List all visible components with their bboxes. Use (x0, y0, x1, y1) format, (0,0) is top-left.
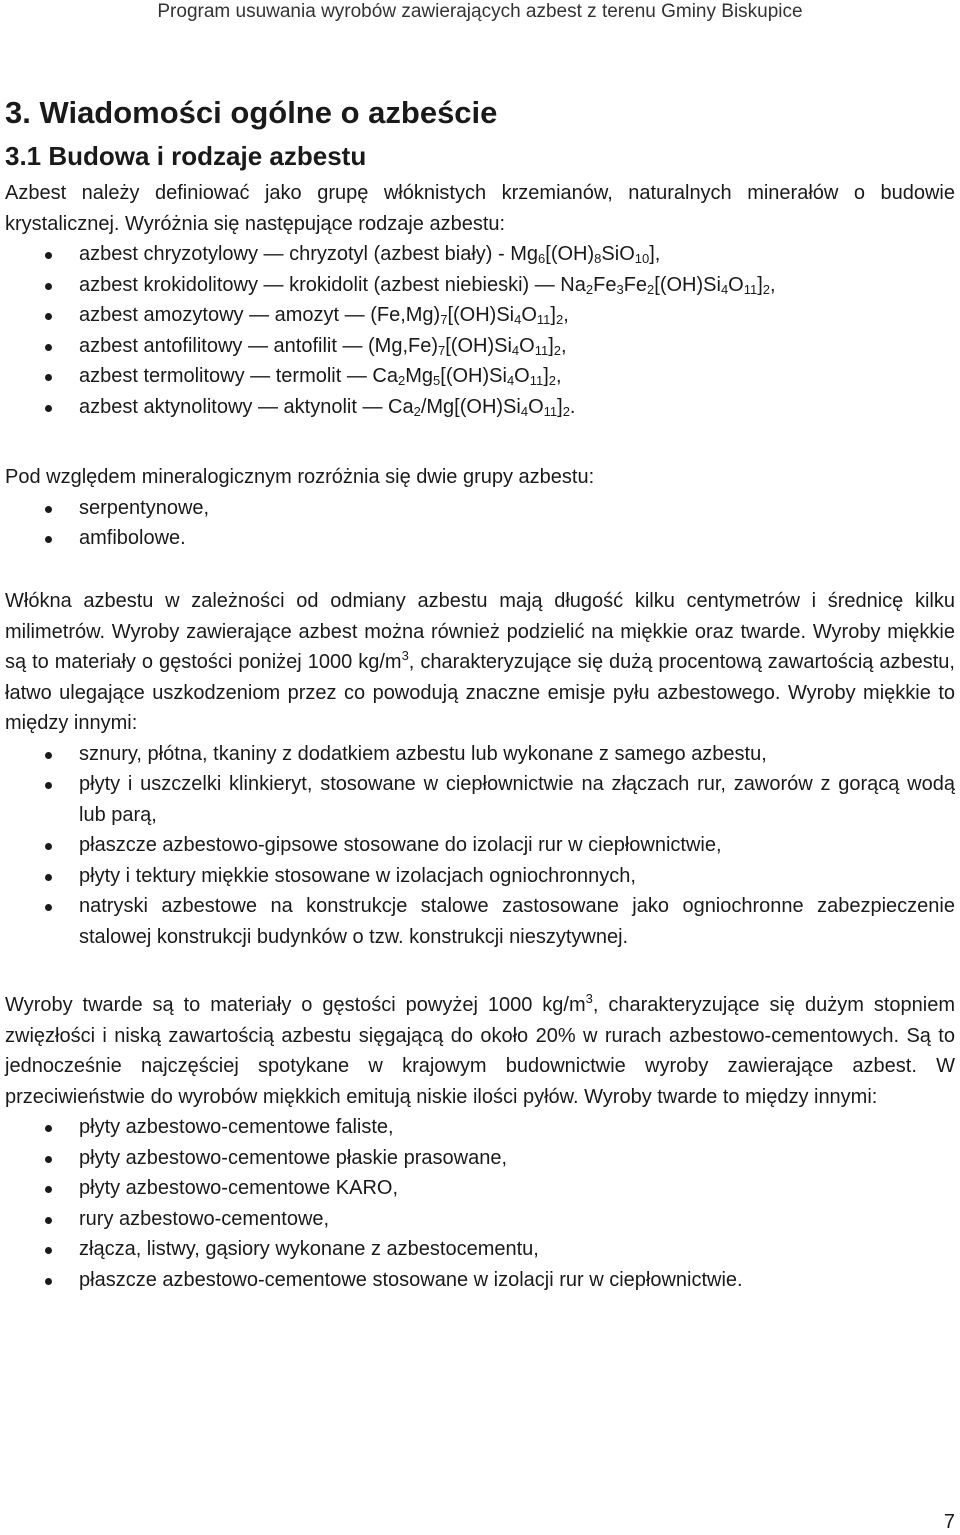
asbestos-type-name: azbest krokidolitowy — krokidolit (azbest niebieski) — (79, 273, 561, 296)
soft-product-item (5, 739, 955, 770)
formula-subscript: 6 (538, 251, 546, 266)
formula-part: ] (550, 304, 556, 326)
formula-subscript: 5 (433, 373, 441, 388)
section-title: 3. Wiadomości ogólne o azbeście (5, 95, 498, 130)
formula-subscript: 10 (634, 251, 650, 266)
bullet-icon (45, 1278, 52, 1285)
soft-product-item (5, 891, 955, 952)
formula-subscript: 2 (398, 373, 406, 388)
list-punctuation: , (654, 243, 661, 265)
hard-products-list (5, 1112, 955, 1295)
soft-product-item (5, 769, 955, 830)
chemical-formula (388, 396, 570, 418)
asbestos-type-name: azbest amozytowy — amozyt — (79, 304, 371, 326)
formula-subscript: 2 (553, 342, 562, 358)
formula-part: [(OH)Si (447, 304, 515, 326)
hard-product-item (5, 1143, 955, 1174)
hard-text-2: , charakteryzujące się dużym stopniem zwięzłości i niską zawartością azbestu sięgającą do około 20% w rurach azbestowo-cementowych. Są to jednocześnie najczęściej spotykane w krajowym budownictwie wyroby zawierające azbest. W przeciwieństwie do wyrobów miękkich emitują niskie ilości pyłów. Wyroby twarde to między innymi: (5, 994, 955, 1108)
formula-subscript: 4 (514, 312, 522, 327)
asbestos-type-item (5, 361, 955, 392)
groups-list (5, 493, 955, 554)
formula-part: [(OH)Si (440, 365, 507, 387)
formula-subscript: 2 (548, 373, 557, 388)
chemical-formula (368, 335, 561, 357)
formula-subscript: 11 (543, 403, 558, 419)
asbestos-type-item (5, 392, 955, 423)
subsection-title: 3.1 Budowa i rodzaje azbestu (5, 141, 367, 171)
hard-product-item-text: płyty azbestowo-cementowe faliste, (79, 1116, 394, 1138)
formula-subscript: 7 (438, 342, 446, 358)
list-punctuation: , (563, 304, 569, 326)
formula-subscript: 3 (616, 281, 624, 297)
formula-subscript: 2 (762, 281, 771, 297)
bullet-icon (45, 1186, 52, 1193)
asbestos-type-item (5, 270, 955, 301)
list-punctuation: , (561, 334, 567, 357)
formula-part: Mg (510, 243, 539, 265)
formula-part: O (521, 304, 537, 326)
fibers-paragraph (5, 586, 955, 739)
groups-intro: Pod względem mineralogicznym rozróżnia się dwie grupy azbestu: (5, 466, 595, 488)
bullet-icon (45, 1217, 52, 1224)
hard-product-item (5, 1234, 955, 1265)
group-item (5, 523, 955, 554)
formula-part: O (728, 273, 744, 296)
formula-subscript: 2 (413, 403, 421, 419)
formula-subscript: 4 (520, 403, 529, 419)
hard-block (5, 990, 955, 1295)
formula-subscript: 2 (555, 312, 564, 327)
fibers-text-2: , charakteryzujące się dużą procentową zawartością azbestu, łatwo ulegające uszkodzeniom przez co powodują znaczne emisje pyłu azbestowego. Wyroby miękkie to między innymi: (5, 651, 955, 734)
fibers-unit-exponent: 3 (401, 648, 409, 663)
bullet-icon (45, 1125, 52, 1132)
bullet-icon (45, 843, 52, 850)
hard-product-item-text: płyty azbestowo-cementowe KARO, (79, 1177, 399, 1199)
formula-part: /Mg[(OH)Si (420, 395, 521, 418)
soft-product-item-text: płyty i uszczelki klinkieryt, stosowane w ciepłownictwie na złączach rur, zaworów z gorącą wodą lub parą, (79, 773, 955, 826)
soft-product-item-text: płyty i tektury miękkie stosowane w izolacjach ogniochronnych, (79, 864, 636, 887)
bullet-icon (45, 904, 52, 911)
formula-subscript: 7 (440, 312, 448, 327)
hard-product-item (5, 1204, 955, 1235)
formula-part: ] (548, 334, 554, 357)
formula-part: ] (757, 273, 763, 296)
formula-part: O (514, 365, 530, 387)
asbestos-type-name: azbest termolitowy — termolit — (79, 365, 373, 387)
formula-part: (Mg,Fe) (368, 334, 439, 357)
formula-part: O (519, 334, 535, 357)
bullet-icon (45, 405, 52, 412)
hard-product-item (5, 1265, 955, 1296)
formula-subscript: 11 (536, 312, 551, 327)
formula-part: (Fe,Mg) (370, 304, 441, 326)
formula-subscript: 2 (585, 281, 594, 297)
asbestos-type-item (5, 239, 955, 270)
hard-unit-exponent: 3 (585, 991, 593, 1006)
formula-part: Ca (388, 395, 414, 418)
asbestos-type-item (5, 331, 955, 362)
bullet-icon (45, 252, 52, 259)
bullet-icon (45, 374, 52, 381)
formula-subscript: 4 (720, 281, 729, 297)
bullet-icon (45, 536, 52, 543)
fibers-text-1: Włókna azbestu w zależności od odmiany azbestu mają długość kilku centymetrów i średnicę kilku milimetrów. Wyroby zawierające azbest można również podzielić na miękkie oraz twarde. Wyroby miękkie są to materiały o gęstości poniżej 1000 kg/m (5, 590, 955, 673)
formula-part: [(OH)Si (445, 334, 512, 357)
hard-product-item (5, 1173, 955, 1204)
asbestos-type-item (5, 300, 955, 331)
formula-part: Na (560, 273, 586, 296)
formula-part: [(OH) (545, 243, 595, 265)
formula-subscript: 11 (534, 342, 549, 358)
groups-block (5, 462, 955, 554)
intro-paragraph: Azbest należy definiować jako grupę włóknistych krzemianów, naturalnych minerałów o budowie krystalicznej. Wyróżnia się następujące rodzaje azbestu: (5, 182, 955, 235)
list-punctuation: . (569, 395, 576, 418)
bullet-icon (45, 283, 52, 290)
hard-text-1: Wyroby twarde są to materiały o gęstości powyżej 1000 kg/m (5, 994, 586, 1016)
intro-block (5, 178, 955, 422)
soft-products-list (5, 739, 955, 953)
formula-subscript: 11 (529, 373, 544, 388)
formula-subscript: 8 (594, 251, 602, 266)
asbestos-type-name: azbest aktynolitowy — aktynolit — (79, 395, 389, 418)
asbestos-types-list (5, 239, 955, 422)
formula-subscript: 2 (647, 281, 655, 297)
bullet-icon (45, 344, 52, 351)
page-number: 7 (943, 1511, 955, 1533)
hard-product-item-text: płaszcze azbestowo-cementowe stosowane w izolacji rur w ciepłownictwie. (79, 1268, 743, 1291)
bullet-icon (45, 874, 52, 881)
formula-part: ] (557, 395, 563, 418)
fibers-block (5, 586, 955, 952)
hard-product-item-text: złącza, listwy, gąsiory wykonane z azbestocementu, (79, 1238, 539, 1260)
soft-product-item-text: płaszcze azbestowo-gipsowe stosowane do izolacji rur w ciepłownictwie, (79, 834, 722, 856)
page-header: Program usuwania wyrobów zawierających azbest z terenu Gminy Biskupice (157, 1, 803, 22)
soft-product-item (5, 861, 955, 892)
soft-product-item (5, 830, 955, 861)
formula-part: ] (543, 365, 549, 387)
bullet-icon (45, 1156, 52, 1163)
formula-subscript: 2 (562, 403, 570, 419)
chemical-formula (370, 304, 563, 326)
formula-part: Mg (405, 365, 434, 387)
formula-part: Fe (623, 273, 648, 296)
hard-paragraph (5, 990, 955, 1112)
list-punctuation: , (556, 365, 562, 387)
formula-part: ] (649, 243, 655, 265)
bullet-icon (45, 313, 52, 320)
soft-product-item-text: sznury, płótna, tkaniny z dodatkiem azbestu lub wykonane z samego azbestu, (79, 742, 767, 765)
formula-part: O (528, 395, 544, 418)
asbestos-type-name: azbest chryzotylowy — chryzotyl (azbest biały) - (79, 243, 511, 265)
bullet-icon (45, 782, 52, 789)
formula-subscript: 11 (743, 281, 758, 297)
chemical-formula (560, 274, 770, 296)
asbestos-type-name: azbest antofilitowy — antofilit — (79, 334, 369, 357)
formula-part: Ca (372, 365, 398, 387)
formula-part: SiO (601, 243, 635, 265)
chemical-formula (510, 243, 655, 265)
hard-product-item-text: płyty azbestowo-cementowe płaskie prasowane, (79, 1146, 507, 1169)
hard-product-item (5, 1112, 955, 1143)
chemical-formula (372, 365, 556, 387)
list-punctuation: , (770, 273, 776, 296)
formula-part: [(OH)Si (654, 273, 721, 296)
formula-part: Fe (593, 273, 617, 296)
formula-subscript: 4 (506, 373, 515, 388)
group-item-text: amfibolowe. (79, 527, 186, 549)
soft-product-item-text: natryski azbestowe na konstrukcje stalowe zastosowane jako ogniochronne zabezpieczenie stalowej konstrukcji budynków o tzw. konstrukcji nieszytywnej. (79, 895, 955, 948)
group-item-text: serpentynowe, (79, 496, 210, 519)
formula-subscript: 4 (511, 342, 520, 358)
bullet-icon (45, 506, 52, 513)
group-item (5, 493, 955, 524)
hard-product-item-text: rury azbestowo-cementowe, (79, 1207, 330, 1230)
bullet-icon (45, 752, 52, 759)
bullet-icon (45, 1247, 52, 1254)
